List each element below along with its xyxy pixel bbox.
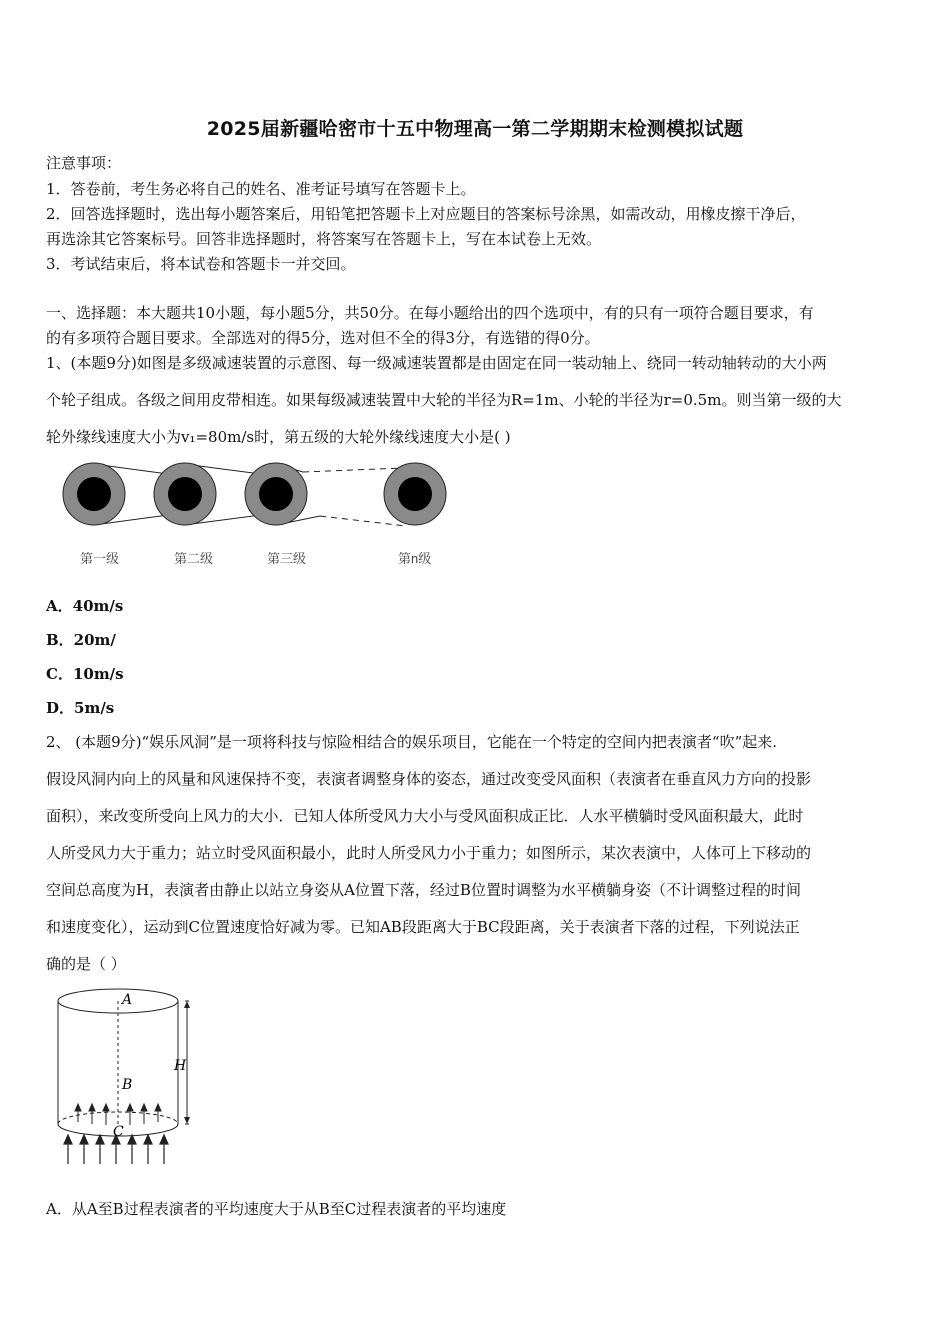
q1-text-line: 1、(本题9分)如图是多级减速装置的示意图、每一级减速装置都是由固定在同一装动轴上、绕同一转动轴转动的大小两: [46, 354, 827, 372]
section-intro-line: 的有多项符合题目要求。全部选对的得5分，选对但不全的得3分，有选错的得0分。: [46, 329, 600, 347]
q2-text-line: 人所受风力大于重力；站立时受风面积最小，此时人所受风力小于重力；如图所示，某次表演中，人体可上下移动的: [46, 844, 812, 862]
notice-item: 3．考试结束后，将本试卷和答题卡一并交回。: [46, 255, 356, 273]
q2-text-line: 空间总高度为H，表演者由静止以站立身姿从A位置下落，经过B位置时调整为水平横躺身姿（不计调整过程的时间: [46, 881, 801, 899]
pulley-stage-1: [63, 463, 125, 525]
notice-heading: 注意事项：: [46, 154, 122, 172]
pulley-label: 第一级: [80, 551, 120, 566]
notice-item: 再选涂其它答案标号。回答非选择题时，将答案写在答题卡上，写在本试卷上无效。: [46, 230, 602, 248]
notice-item: 2．回答选择题时，选出每小题答案后，用铅笔把答题卡上对应题目的答案标号涂黑，如需改动，用橡皮擦干净后，: [46, 205, 806, 223]
q1-option-d[interactable]: D．5m/s: [46, 699, 115, 717]
q1-option-a[interactable]: A．40m/s: [46, 597, 124, 615]
q2-text-line: 确的是（ ）: [46, 955, 126, 973]
q2-text-line: 2、 (本题9分)“娱乐风洞”是一项将科技与惊险相结合的娱乐项目，它能在一个特定的空间内把表演者“吹”起来.: [46, 733, 778, 751]
point-c-label: C: [113, 1124, 124, 1140]
q1-figure-pulleys: [58, 456, 458, 572]
q2-figure-wind-tunnel: [54, 984, 204, 1169]
q1-option-c[interactable]: C．10m/s: [46, 665, 124, 683]
section-intro-line: 一、选择题：本大题共10小题，每小题5分，共50分。在每小题给出的四个选项中，有的只有一项符合题目要求，有: [46, 304, 814, 322]
pulley-label: 第二级: [174, 551, 214, 566]
height-h-label: H: [174, 1058, 187, 1074]
q2-option-a[interactable]: A．从A至B过程表演者的平均速度大于从B至C过程表演者的平均速度: [46, 1200, 507, 1218]
pulley-stage-2: [154, 463, 216, 525]
q1-text-line: 轮外缘线速度大小为v₁=80m/s时，第五级的大轮外缘线速度大小是( ): [46, 428, 511, 446]
pulley-stage-n: [384, 463, 446, 525]
q1-option-b[interactable]: B．20m/: [46, 631, 116, 649]
pulley-label: 第三级: [267, 551, 307, 566]
pulley-stage-3: [245, 463, 307, 525]
page-title: 2025届新疆哈密市十五中物理高一第二学期期末检测模拟试题: [206, 118, 744, 140]
q1-text-line: 个轮子组成。各级之间用皮带相连。如果每级减速装置中大轮的半径为R=1m、小轮的半径为r=0.5m。则当第一级的大: [46, 391, 842, 409]
notice-item: 1．答卷前，考生务必将自己的姓名、准考证号填写在答题卡上。: [46, 180, 476, 198]
q2-text-line: 和速度变化），运动到C位置速度恰好减为零。已知AB段距离大于BC段距离，关于表演者下落的过程，下列说法正: [46, 918, 800, 936]
point-a-label: A: [122, 992, 133, 1008]
pulley-label: 第n级: [398, 551, 432, 566]
q2-text-line: 假设风洞内向上的风量和风速保持不变，表演者调整身体的姿态，通过改变受风面积（表演者在垂直风力方向的投影: [46, 770, 812, 788]
q2-text-line: 面积），来改变所受向上风力的大小．已知人体所受风力大小与受风面积成正比．人水平横躺时受风面积最大，此时: [46, 807, 804, 825]
point-b-label: B: [122, 1077, 133, 1093]
